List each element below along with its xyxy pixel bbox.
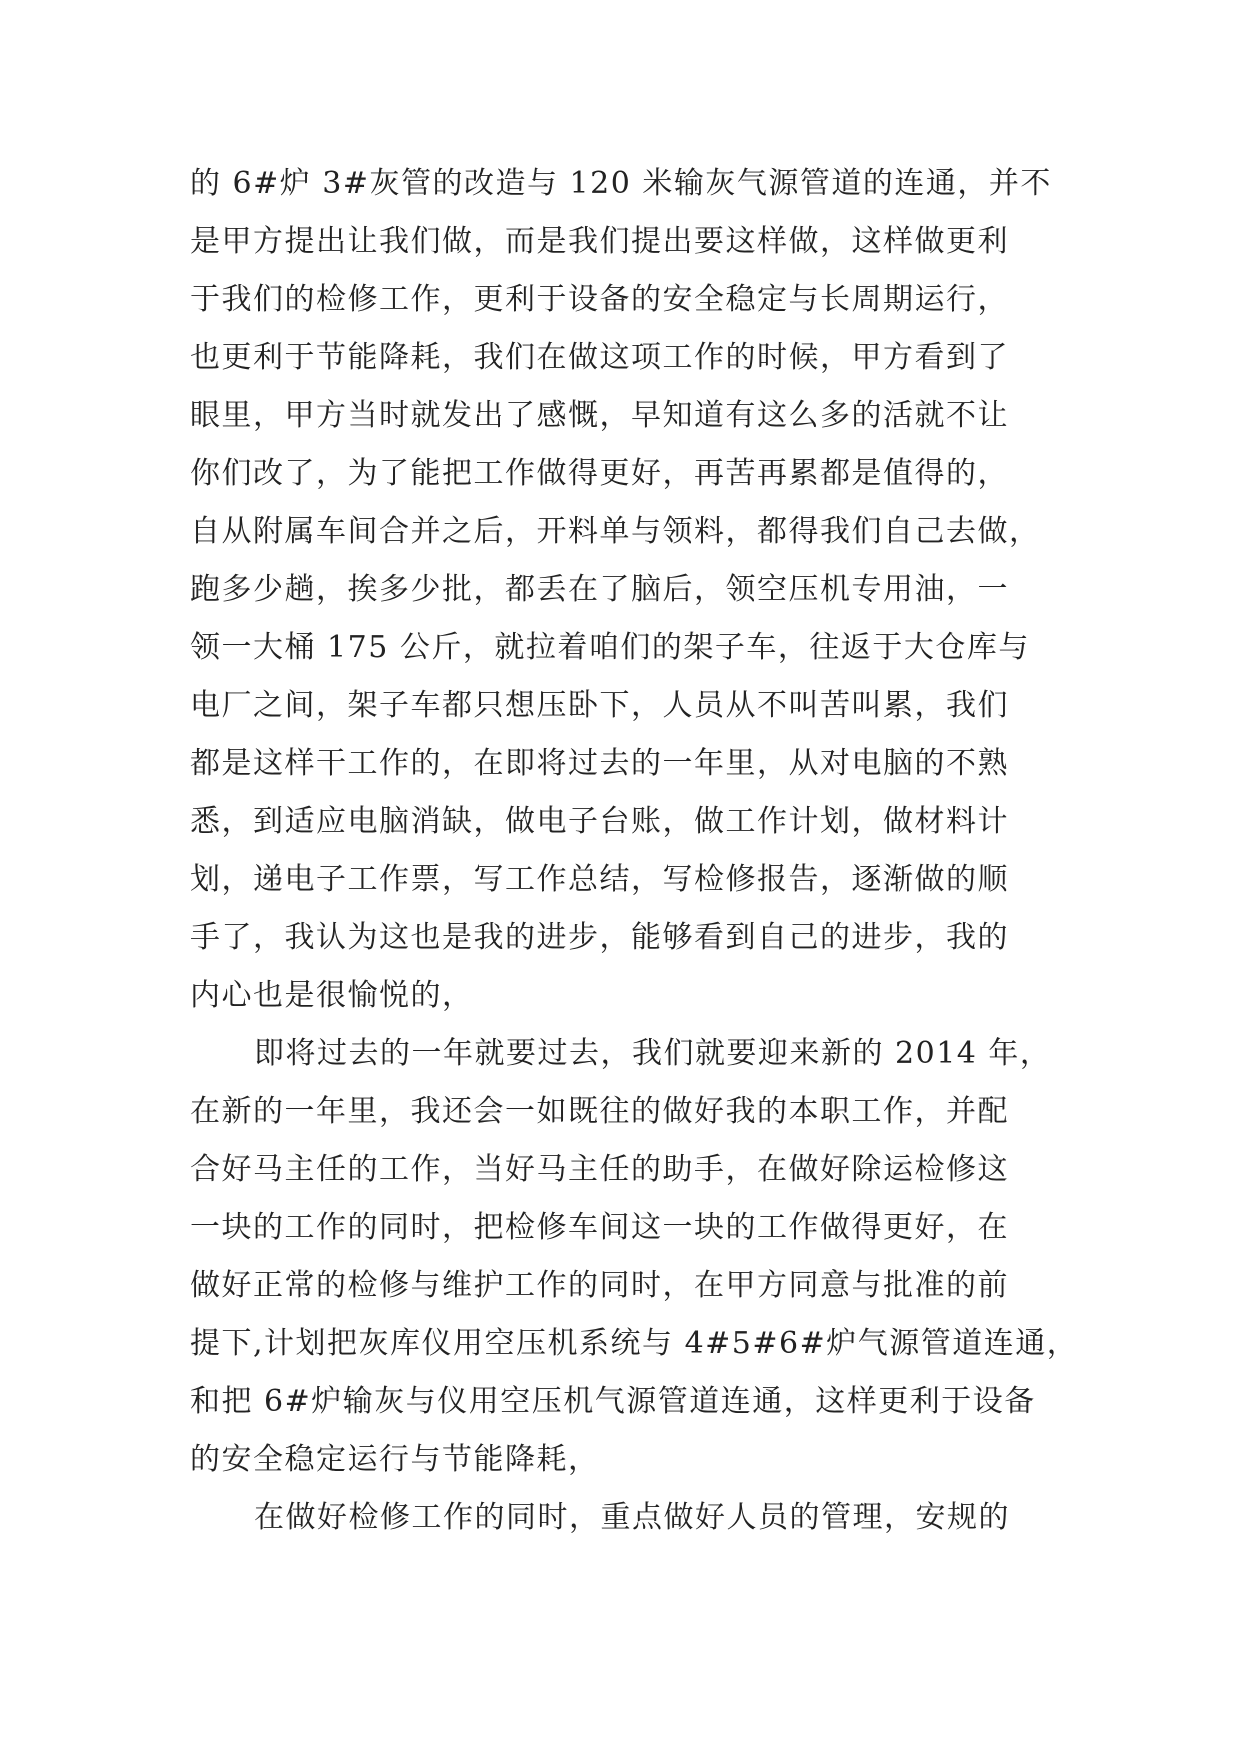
text-line: 在新的一年里，我还会一如既往的做好我的本职工作，并配 xyxy=(190,1094,1009,1129)
document-page xyxy=(190,155,1079,1547)
text-line: 也更利于节能降耗，我们在做这项工作的时候，甲方看到了 xyxy=(190,340,1009,375)
text-line: 内心也是很愉悦的， xyxy=(190,978,474,1013)
text-line: 你们改了，为了能把工作做得更好，再苦再累都是值得的， xyxy=(190,456,1009,491)
text-line: 都是这样干工作的，在即将过去的一年里，从对电脑的不熟 xyxy=(190,746,1009,781)
text-line: 提下,计划把灰库仪用空压机系统与 4#5#6#炉气源管道连通， xyxy=(190,1326,1079,1361)
text-line: 合好马主任的工作，当好马主任的助手，在做好除运检修这 xyxy=(190,1152,1009,1187)
text-line: 在做好检修工作的同时，重点做好人员的管理，安规的 xyxy=(254,1500,1010,1535)
text-line: 眼里，甲方当时就发出了感慨，早知道有这么多的活就不让 xyxy=(190,398,1009,433)
text-line: 和把 6#炉输灰与仪用空压机气源管道连通，这样更利于设备 xyxy=(190,1384,1036,1419)
text-line: 电厂之间，架子车都只想压卧下，人员从不叫苦叫累，我们 xyxy=(190,688,1009,723)
text-line: 于我们的检修工作，更利于设备的安全稳定与长周期运行， xyxy=(190,282,1009,317)
paragraph-1 xyxy=(190,155,1060,1025)
text-line: 的 6#炉 3#灰管的改造与 120 米输灰气源管道的连通，并不 xyxy=(190,166,1052,201)
paragraph-3 xyxy=(190,1489,1060,1547)
text-line: 即将过去的一年就要过去，我们就要迎来新的 2014 年， xyxy=(254,1036,1052,1071)
text-line: 跑多少趟，挨多少批，都丢在了脑后，领空压机专用油，一 xyxy=(190,572,1009,607)
text-line: 手了，我认为这也是我的进步，能够看到自己的进步，我的 xyxy=(190,920,1009,955)
text-line: 做好正常的检修与维护工作的同时，在甲方同意与批准的前 xyxy=(190,1268,1009,1303)
text-line: 划，递电子工作票，写工作总结，写检修报告，逐渐做的顺 xyxy=(190,862,1009,897)
paragraph-2 xyxy=(190,1025,1079,1489)
text-line: 自从附属车间合并之后，开料单与领料，都得我们自己去做， xyxy=(190,514,1041,549)
text-line: 领一大桶 175 公斤，就拉着咱们的架子车，往返于大仓库与 xyxy=(190,630,1030,665)
text-line: 悉，到适应电脑消缺，做电子台账，做工作计划，做材料计 xyxy=(190,804,1009,839)
text-line: 的安全稳定运行与节能降耗， xyxy=(190,1442,600,1477)
text-line: 是甲方提出让我们做，而是我们提出要这样做，这样做更利 xyxy=(190,224,1009,259)
text-line: 一块的工作的同时，把检修车间这一块的工作做得更好，在 xyxy=(190,1210,1009,1245)
